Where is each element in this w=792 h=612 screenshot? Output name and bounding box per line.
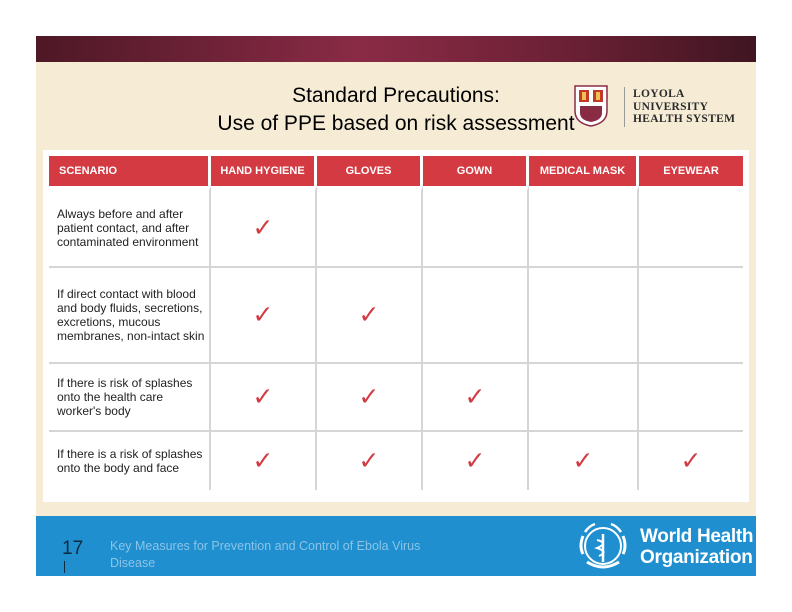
loyola-line-3: HEALTH SYSTEM (633, 113, 736, 125)
footer-caption: Key Measures for Prevention and Control of Ebola Virus Disease (110, 539, 421, 570)
top-banner (36, 36, 756, 62)
table-row (49, 432, 743, 490)
check-icon: ✓ (572, 446, 594, 475)
ppe-table-panel (43, 150, 749, 502)
medical-mask-cell (529, 268, 639, 364)
loyola-wordmark (633, 88, 735, 126)
scenario-cell: If direct contact with blood and body fluids, secretions, excretions, mucous membranes, non-intact skin (49, 268, 211, 364)
ppe-table (49, 156, 743, 490)
check-icon: ✓ (464, 382, 486, 411)
page-number: 17 (62, 538, 84, 559)
gown-cell (423, 364, 529, 432)
header-eyewear: EYEWEAR (639, 156, 743, 186)
check-icon: ✓ (358, 300, 380, 329)
scenario-cell: Always before and after patient contact, and after contaminated environment (49, 186, 211, 268)
check-icon: ✓ (252, 446, 274, 475)
header-gown: GOWN (423, 156, 529, 186)
medical-mask-cell (529, 186, 639, 268)
check-icon: ✓ (252, 382, 274, 411)
gloves-cell (317, 432, 423, 490)
loyola-seal-icon (574, 85, 608, 127)
gloves-cell (317, 268, 423, 364)
hand-hygiene-cell (211, 186, 317, 268)
logo-divider (624, 87, 625, 127)
header-medical-mask: MEDICAL MASK (529, 156, 639, 186)
page-number-divider (64, 561, 65, 573)
check-icon: ✓ (358, 446, 380, 475)
medical-mask-cell (529, 364, 639, 432)
medical-mask-cell (529, 432, 639, 490)
hand-hygiene-cell (211, 364, 317, 432)
check-icon: ✓ (358, 382, 380, 411)
title-line-2: Use of PPE based on risk assessment (217, 112, 575, 135)
check-icon: ✓ (252, 213, 274, 242)
hand-hygiene-cell (211, 268, 317, 364)
gown-cell (423, 432, 529, 490)
table-row (49, 268, 743, 364)
gloves-cell (317, 364, 423, 432)
table-header-row (49, 156, 743, 186)
eyewear-cell (639, 268, 743, 364)
scenario-cell: If there is a risk of splashes onto the body and face (49, 432, 211, 490)
gown-cell (423, 268, 529, 364)
gloves-cell (317, 186, 423, 268)
loyola-line-2: UNIVERSITY (633, 100, 709, 113)
who-emblem-icon (575, 518, 631, 574)
eyewear-cell (639, 432, 743, 490)
eyewear-cell (639, 186, 743, 268)
who-wordmark (640, 526, 753, 568)
who-line-1: World Health (640, 526, 754, 547)
loyola-logo (574, 83, 744, 133)
slide (36, 36, 756, 576)
footer-bar (36, 516, 756, 576)
gown-cell (423, 186, 529, 268)
title-line-1: Standard Precautions: (292, 84, 500, 107)
check-icon: ✓ (464, 446, 486, 475)
header-scenario: SCENARIO (49, 156, 211, 186)
check-icon: ✓ (252, 300, 274, 329)
table-row (49, 364, 743, 432)
table-row (49, 186, 743, 268)
slide-title (156, 82, 636, 138)
who-line-2: Organization (640, 547, 753, 568)
loyola-line-1: LOYOLA (633, 88, 685, 100)
scenario-cell: If there is risk of splashes onto the health care worker's body (49, 364, 211, 432)
eyewear-cell (639, 364, 743, 432)
check-icon: ✓ (680, 446, 702, 475)
hand-hygiene-cell (211, 432, 317, 490)
header-hand-hygiene: HAND HYGIENE (211, 156, 317, 186)
header-gloves: GLOVES (317, 156, 423, 186)
